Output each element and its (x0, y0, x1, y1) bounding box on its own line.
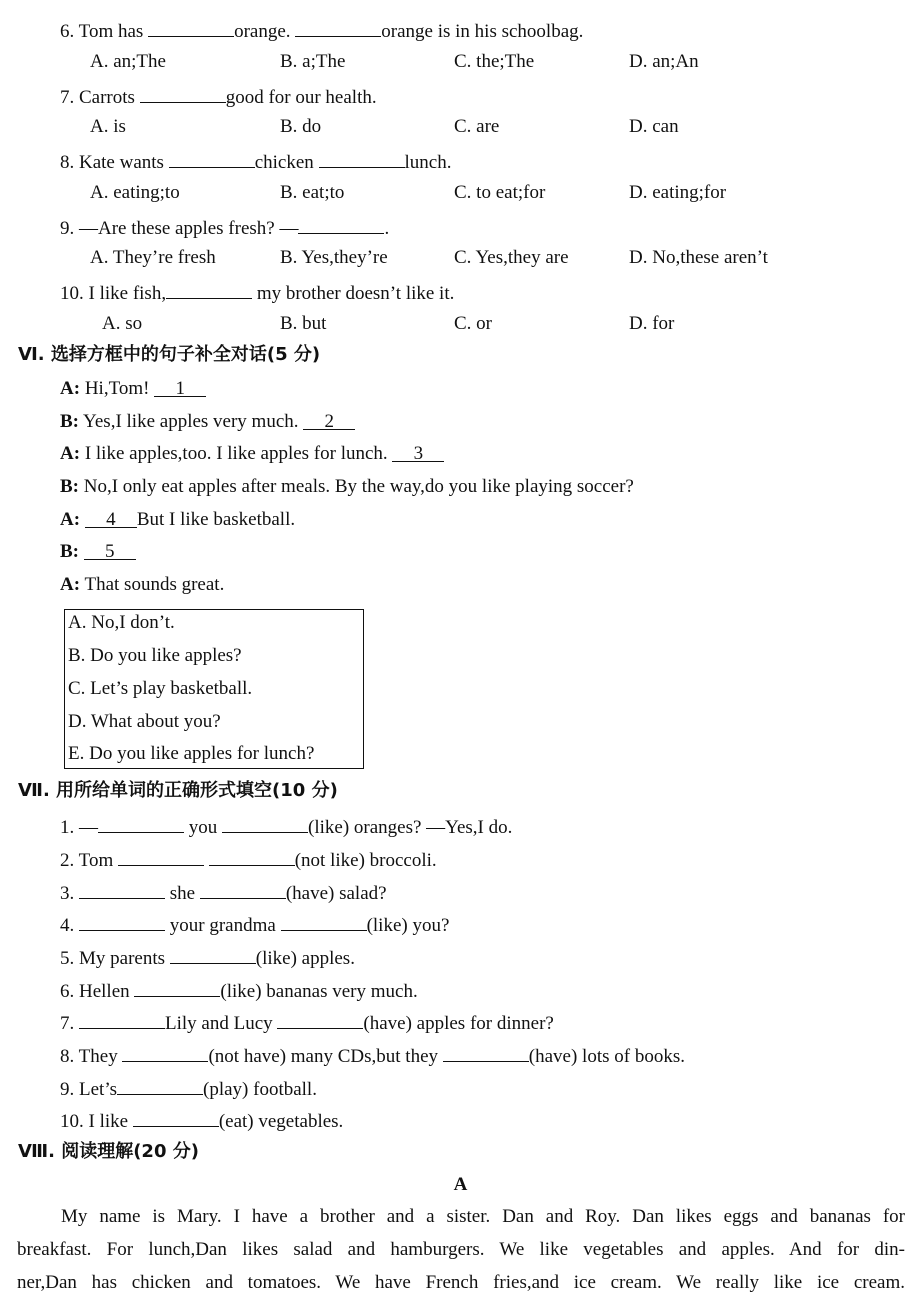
dialogue-line: B: Yes,I like apples very much. 2 (60, 411, 355, 433)
section-title: Ⅷ. 阅读理解(20 分) (18, 1141, 199, 1162)
passage-label: A (453, 1174, 468, 1195)
option-d[interactable]: D. eating;for (629, 182, 727, 203)
answer-blank[interactable] (134, 978, 220, 997)
answer-blank[interactable] (443, 1043, 529, 1062)
answer-blank[interactable] (118, 847, 204, 866)
dialogue-blank[interactable]: 2 (303, 411, 355, 430)
passage-line: My name is Mary. I have a brother and a sister. Dan and Roy. Dan likes eggs and bananas for (61, 1206, 905, 1227)
answer-blank[interactable] (148, 18, 234, 37)
fill-item: 3. she (have) salad? (60, 880, 387, 905)
question-6: 6. Tom has orange. orange is in his schoolbag. (60, 18, 583, 43)
answer-blank[interactable] (170, 945, 256, 964)
option-d[interactable]: D. for (629, 313, 675, 334)
question-9: 9. —Are these apples fresh? — . (60, 215, 389, 240)
answer-blank[interactable] (295, 18, 381, 37)
option-b[interactable]: B. eat;to (280, 182, 345, 203)
section-title: Ⅶ. 用所给单词的正确形式填空(10 分) (18, 780, 338, 801)
answer-blank[interactable] (79, 880, 165, 899)
answer-blank[interactable] (79, 912, 165, 931)
option-c[interactable]: C. to eat;for (454, 182, 546, 203)
box-option: E. Do you like apples for lunch? (68, 743, 315, 764)
option-b[interactable]: B. do (280, 116, 322, 137)
dialogue-line: A: That sounds great. (60, 574, 225, 595)
answer-blank[interactable] (98, 814, 184, 833)
option-a[interactable]: A. an;The (90, 51, 166, 72)
fill-item: 1. — you (like) oranges? —Yes,I do. (60, 814, 512, 839)
fill-item: 6. Hellen (like) bananas very much. (60, 978, 418, 1003)
answer-blank[interactable] (319, 149, 405, 168)
answer-blank[interactable] (200, 880, 286, 899)
passage-line: breakfast. For lunch,Dan likes salad and hamburgers. We like vegetables and apples. And for din- (17, 1239, 905, 1260)
fill-item: 9. Let’s (play) football. (60, 1076, 317, 1101)
fill-item: 7. Lily and Lucy (have) apples for dinner? (60, 1010, 554, 1035)
dialogue-blank[interactable]: 1 (154, 378, 206, 397)
question-7: 7. Carrots good for our health. (60, 84, 377, 109)
answer-blank[interactable] (122, 1043, 208, 1062)
section-title: Ⅵ. 选择方框中的句子补全对话(5 分) (18, 344, 321, 365)
option-c[interactable]: C. the;The (454, 51, 535, 72)
dialogue-line: A: 4 But I like basketball. (60, 509, 296, 530)
answer-blank[interactable] (281, 912, 367, 931)
fill-item: 5. My parents (like) apples. (60, 945, 355, 970)
answer-blank[interactable] (277, 1010, 363, 1029)
box-option: C. Let’s play basketball. (68, 678, 253, 699)
answer-blank[interactable] (222, 814, 308, 833)
option-a[interactable]: A. eating;to (90, 182, 180, 203)
dialogue-blank[interactable]: 4 (85, 509, 137, 528)
option-d[interactable]: D. an;An (629, 51, 699, 72)
box-option: A. No,I don’t. (68, 612, 175, 633)
fill-item: 2. Tom (not like) broccoli. (60, 847, 437, 872)
fill-item: 10. I like (eat) vegetables. (60, 1108, 343, 1133)
answer-blank[interactable] (298, 215, 384, 234)
option-a[interactable]: A. so (102, 313, 143, 334)
option-c[interactable]: C. or (454, 313, 492, 334)
answer-blank[interactable] (169, 149, 255, 168)
answer-blank[interactable] (117, 1076, 203, 1095)
option-c[interactable]: C. Yes,they are (454, 247, 569, 268)
option-d[interactable]: D. No,these aren’t (629, 247, 768, 268)
option-d[interactable]: D. can (629, 116, 679, 137)
dialogue-blank[interactable]: 3 (392, 443, 444, 462)
option-b[interactable]: B. a;The (280, 51, 346, 72)
option-c[interactable]: C. are (454, 116, 500, 137)
option-b[interactable]: B. but (280, 313, 327, 334)
answer-blank[interactable] (166, 280, 252, 299)
answer-blank[interactable] (209, 847, 295, 866)
dialogue-line: B: No,I only eat apples after meals. By the way,do you like playing soccer? (60, 476, 634, 497)
box-option: D. What about you? (68, 711, 221, 732)
answer-blank[interactable] (140, 84, 226, 103)
fill-item: 8. They (not have) many CDs,but they (have) lots of books. (60, 1043, 685, 1068)
fill-item: 4. your grandma (like) you? (60, 912, 449, 937)
option-b[interactable]: B. Yes,they’re (280, 247, 388, 268)
answer-blank[interactable] (79, 1010, 165, 1029)
answer-blank[interactable] (133, 1108, 219, 1127)
passage-line: ner,Dan has chicken and tomatoes. We have French fries,and ice cream. We really like ice cream. (17, 1272, 905, 1293)
option-a[interactable]: A. is (90, 116, 126, 137)
question-8: 8. Kate wants chicken lunch. (60, 149, 452, 174)
dialogue-line: B: 5 (60, 541, 136, 563)
dialogue-blank[interactable]: 5 (84, 541, 136, 560)
box-option: B. Do you like apples? (68, 645, 242, 666)
dialogue-line: A: I like apples,too. I like apples for lunch. 3 (60, 443, 444, 465)
question-10: 10. I like fish, my brother doesn’t like it. (60, 280, 454, 305)
dialogue-line: A: Hi,Tom! 1 (60, 378, 206, 400)
option-a[interactable]: A. They’re fresh (90, 247, 216, 268)
